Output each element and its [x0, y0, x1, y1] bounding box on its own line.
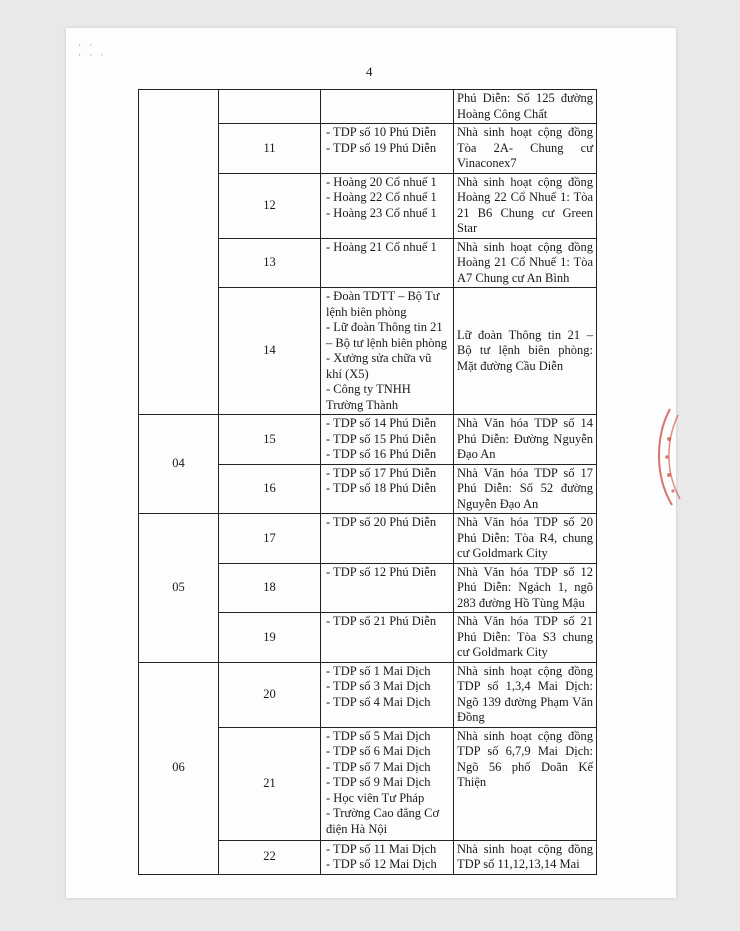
- location-cell: Nhà sinh hoạt cộng đồng TDP số 1,3,4 Mai Dịch: Ngõ 139 đường Phạm Văn Đồng: [454, 662, 597, 727]
- units-cell: [321, 514, 454, 564]
- row-number: 19: [219, 613, 321, 663]
- location-cell: Nhà sinh hoạt cộng đồng Tòa 2A- Chung cư Vinaconex7: [454, 124, 597, 174]
- unit-item: - TDP số 12 Mai Dịch: [326, 857, 437, 871]
- page-number: 4: [366, 64, 373, 79]
- unit-item: - TDP số 10 Phú Diễn: [326, 125, 437, 139]
- row-number: 21: [219, 727, 321, 840]
- row-number: 12: [219, 173, 321, 238]
- unit-item: - Hoàng 21 Cổ nhuế 1: [326, 239, 437, 254]
- location-cell: Nhà sinh hoạt cộng đồng TDP số 11,12,13,14 Mai: [454, 840, 597, 874]
- unit-item: - TDP số 20 Phú Diễn: [326, 515, 437, 529]
- row-number: 20: [219, 662, 321, 727]
- unit-item: - TDP số 1 Mai Dịch: [326, 663, 431, 678]
- location-cell: Phú Diễn: Số 125 đường Hoàng Công Chất: [454, 90, 597, 124]
- units-cell: [321, 613, 454, 663]
- row-number: [219, 90, 321, 124]
- location-cell: Nhà Văn hóa TDP số 14 Phú Diễn: Đường Nguyễn Đạo An: [454, 415, 597, 465]
- unit-item: - Hoàng 23 Cổ nhuế 1: [326, 205, 437, 220]
- location-cell: Nhà Văn hóa TDP số 12 Phú Diễn: Ngách 1, ngõ 283 đường Hồ Tùng Mậu: [454, 563, 597, 613]
- units-cell: [321, 840, 454, 874]
- row-number: 16: [219, 464, 321, 514]
- unit-item: - TDP số 7 Mai Dịch: [326, 759, 431, 774]
- unit-item: - TDP số 15 Phú Diễn: [326, 431, 437, 446]
- unit-item: - TDP số 3 Mai Dịch: [326, 679, 431, 693]
- row-number: 17: [219, 514, 321, 564]
- row-number: 18: [219, 563, 321, 613]
- units-cell: [321, 238, 454, 288]
- units-cell: [321, 464, 454, 514]
- unit-item: - TDP số 14 Phú Diễn: [326, 416, 437, 430]
- location-cell: Nhà sinh hoạt cộng đồng Hoàng 22 Cổ Nhuế 1: Tòa 21 B6 Chung cư Green Star: [454, 173, 597, 238]
- units-cell: [321, 288, 454, 415]
- unit-item: - TDP số 18 Phú Diễn: [326, 481, 437, 495]
- group-cell: [139, 90, 219, 415]
- units-cell: [321, 90, 454, 124]
- row-number: 13: [219, 238, 321, 288]
- table-row: [139, 415, 597, 465]
- unit-item: - Xưởng sửa chữa vũ khí (X5): [326, 351, 432, 381]
- location-cell: Nhà sinh hoạt cộng đồng Hoàng 21 Cổ Nhuế 1: Tòa A7 Chung cư An Bình: [454, 238, 597, 288]
- unit-item: - TDP số 4 Mai Dịch: [326, 694, 431, 709]
- location-cell: Nhà Văn hóa TDP số 17 Phú Diễn: Số 52 đường Nguyễn Đạo An: [454, 464, 597, 514]
- table-row: [139, 662, 597, 727]
- units-cell: [321, 563, 454, 613]
- unit-item: - TDP số 11 Mai Dịch: [326, 841, 437, 856]
- units-cell: [321, 124, 454, 174]
- units-cell: [321, 662, 454, 727]
- units-cell: [321, 415, 454, 465]
- row-number: 11: [219, 124, 321, 174]
- unit-item: - TDP số 12 Phú Diễn: [326, 564, 437, 579]
- scan-specks: · · · · ·: [78, 40, 107, 60]
- table-row: [139, 90, 597, 124]
- row-number: 22: [219, 840, 321, 874]
- unit-item: - TDP số 17 Phú Diễn: [326, 465, 437, 480]
- location-cell: Nhà sinh hoạt cộng đồng TDP số 6,7,9 Mai Dịch: Ngõ 56 phố Doãn Kế Thiện: [454, 727, 597, 840]
- unit-item: - Đoàn TDTT – Bộ Tư lệnh biên phòng: [326, 289, 440, 319]
- table-row: [139, 514, 597, 564]
- location-cell: Nhà Văn hóa TDP số 21 Phú Diễn: Tòa S3 chung cư Goldmark City: [454, 613, 597, 663]
- unit-item: - Học viên Tư Pháp: [326, 790, 425, 805]
- row-number: 15: [219, 415, 321, 465]
- location-cell: Lữ đoàn Thông tin 21 – Bộ tư lệnh biên phòng: Mặt đường Cầu Diễn: [454, 288, 597, 415]
- unit-item: - TDP số 21 Phú Diễn: [326, 614, 437, 628]
- group-cell: 05: [139, 514, 219, 663]
- location-table: [138, 89, 597, 875]
- unit-item: - TDP số 5 Mai Dịch: [326, 728, 431, 743]
- unit-item: - Hoàng 20 Cổ nhuế 1: [326, 174, 437, 189]
- group-cell: 04: [139, 415, 219, 514]
- unit-item: - TDP số 16 Phú Diễn: [326, 447, 437, 461]
- unit-item: - TDP số 6 Mai Dịch: [326, 744, 431, 758]
- unit-item: - TDP số 19 Phú Diễn: [326, 140, 437, 155]
- unit-item: - Trường Cao đẳng Cơ điện Hà Nội: [326, 806, 440, 836]
- group-cell: 06: [139, 662, 219, 874]
- row-number: 14: [219, 288, 321, 415]
- unit-item: - Hoàng 22 Cổ nhuế 1: [326, 190, 437, 204]
- unit-item: - Công ty TNHH Trường Thành: [326, 382, 411, 412]
- units-cell: [321, 727, 454, 840]
- unit-item: - Lữ đoàn Thông tin 21 – Bộ tư lệnh biên phòng: [326, 320, 448, 350]
- unit-item: - TDP số 9 Mai Dịch: [326, 775, 431, 789]
- units-cell: [321, 173, 454, 238]
- location-cell: Nhà Văn hóa TDP số 20 Phú Diễn: Tòa R4, chung cư Goldmark City: [454, 514, 597, 564]
